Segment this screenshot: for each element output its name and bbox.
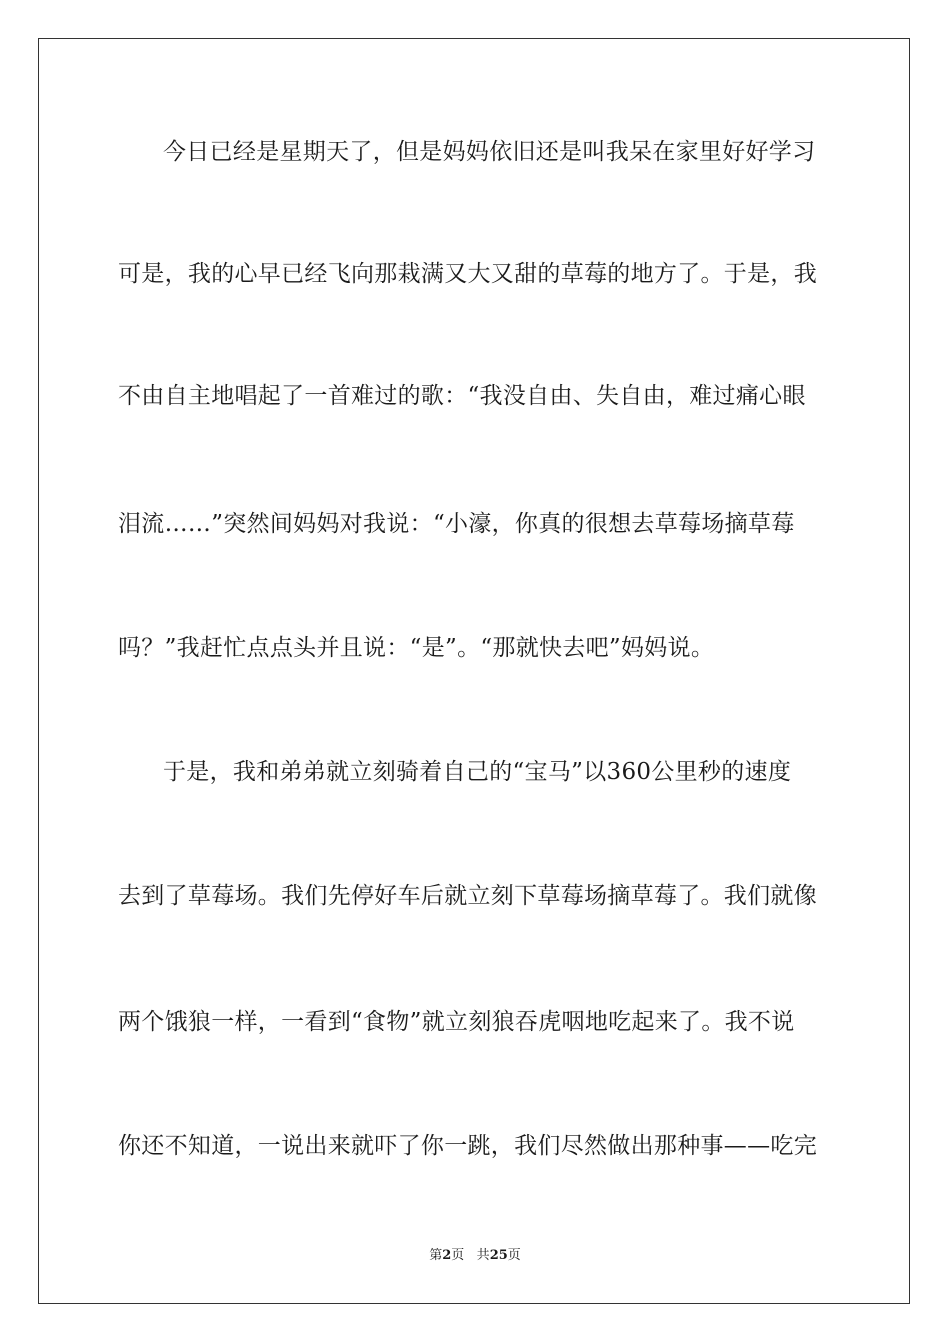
page-suffix: 页 [451, 1248, 465, 1263]
text-line-7: 去到了草莓场。我们先停好车后就立刻下草莓场摘草莓了。我们就像 [118, 883, 817, 909]
text-line-2: 可是，我的心早已经飞向那栽满又大又甜的草莓的地方了。于是，我 [118, 261, 817, 287]
text-line-9: 你还不知道，一说出来就吓了你一跳，我们尽然做出那种事——吃完 [118, 1133, 817, 1159]
total-pages: 25 [489, 1248, 508, 1263]
text-line-1: 今日已经是星期天了，但是妈妈依旧还是叫我呆在家里好好学习 [163, 139, 816, 165]
text-line-8: 两个饿狼一样，一看到“食物”就立刻狼吞虎咽地吃起来了。我不说 [118, 1009, 795, 1035]
page-prefix: 第 [429, 1248, 443, 1263]
text-line-3: 不由自主地唱起了一首难过的歌：“我没自由、失自由，难过痛心眼 [118, 383, 806, 409]
text-line-4: 泪流……”突然间妈妈对我说：“小濠，你真的很想去草莓场摘草莓 [118, 511, 795, 537]
page-border [38, 38, 910, 1304]
page-footer [0, 1247, 950, 1265]
text-line-5: 吗？”我赶忙点点头并且说：“是”。“那就快去吧”妈妈说。 [118, 635, 715, 661]
total-prefix: 共 [476, 1248, 490, 1263]
text-line-6: 于是，我和弟弟就立刻骑着自己的“宝马”以360公里秒的速度 [163, 759, 792, 785]
page-number: 2 [442, 1248, 452, 1263]
total-suffix: 页 [507, 1248, 521, 1263]
